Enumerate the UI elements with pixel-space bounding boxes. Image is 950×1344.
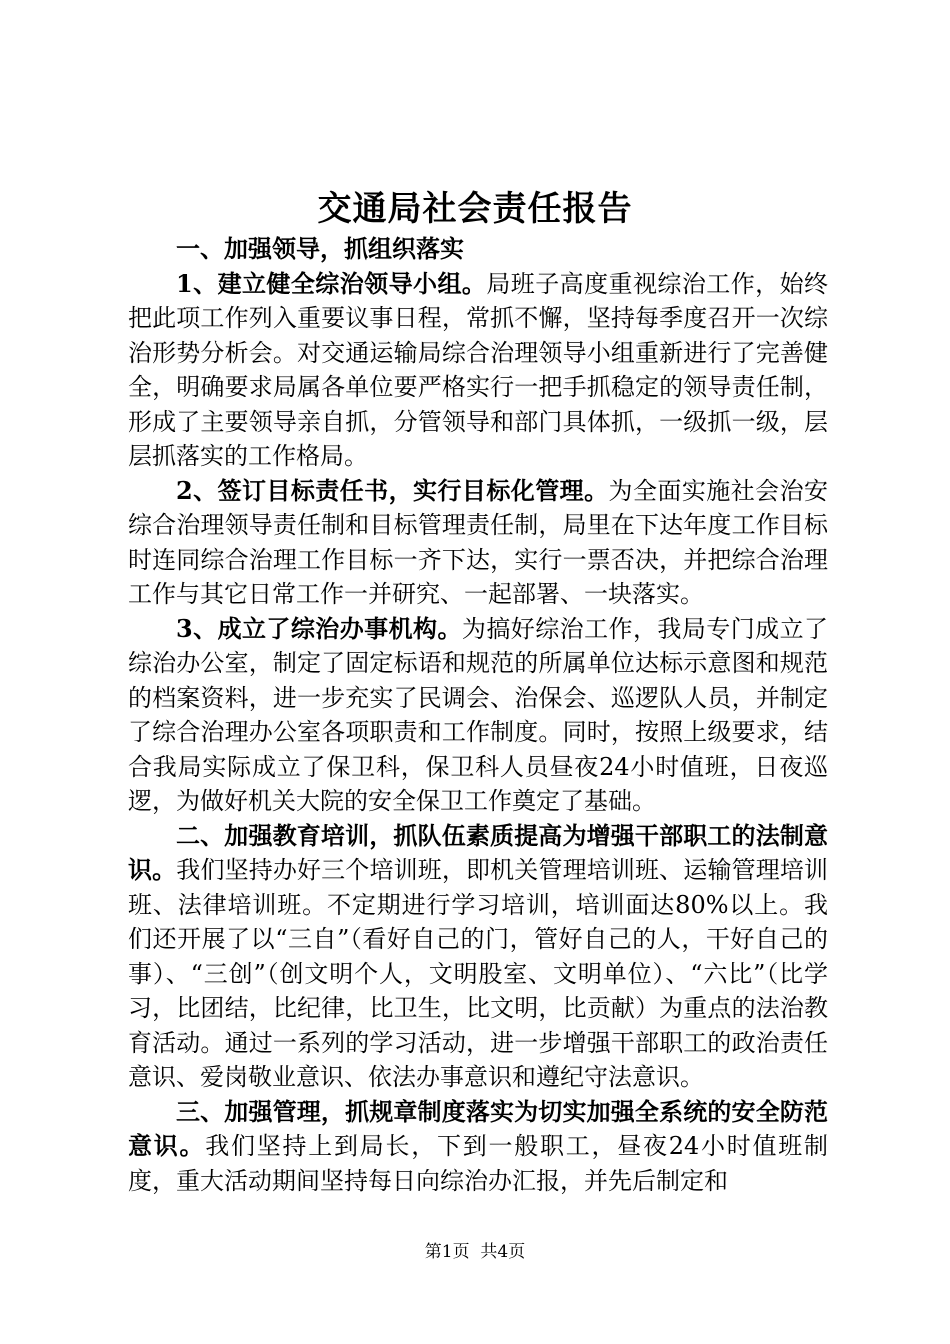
section-heading: 三、加强管理，抓规章制度落实为切实加强全系统的安全防范意识。 <box>128 1096 828 1160</box>
paragraph-text: 为搞好综治工作，我局专门成立了综治办公室，制定了固定标语和规范的所属单位达标示意图和规范的档案资料，进一步充实了民调会、治保会、巡逻队人员，并制定了综合治理办公室各项职责和工作制度。同时，按照上级要求，结合我局实际成立了保卫科，保卫科人员昼夜24小时值班，日夜巡逻，为做好机关大院的安全保卫工作奠定了基础。 <box>128 614 829 815</box>
section-heading: 二、加强教育培训，抓队伍素质提高为增强干部职工的法制意识。 <box>128 820 828 884</box>
document-title: 交通局社会责任报告 <box>317 189 633 229</box>
paragraph-lead: 2、签订目标责任书，实行目标化管理。 <box>176 475 609 505</box>
paragraph <box>128 612 828 819</box>
page-footer <box>0 1240 950 1264</box>
paragraph-text: 为全面实施社会治安综合治理领导责任制和目标管理责任制，局里在下达年度工作目标时连同综合治理工作目标一齐下达，实行一票否决，并把综合治理工作与其它日常工作一并研究、一起部署、一块落实。 <box>128 476 829 608</box>
paragraph <box>128 474 828 612</box>
paragraph-text: 我们坚持办好三个培训班，即机关管理培训班、运输管理培训班、法律培训班。不定期进行学习培训，培训面达80%以上。我们还开展了以“三自”（看好自己的门，管好自己的人，干好自己的事）、“三创”（创文明个人，文明股室、文明单位）、“六比”（比学习，比团结，比纪律，比卫生，比文明，比贡献）为重点的法治教育活动。通过一系列的学习活动，进一步增强干部职工的政治责任意识、爱岗敬业意识、依法办事意识和遵纪守法意识。 <box>128 856 829 1091</box>
paragraph-lead: 1、建立健全综治领导小组。 <box>176 268 487 298</box>
section-heading: 一、加强领导，抓组织落实 <box>176 234 464 263</box>
page-number: 第1页 共4页 <box>424 1242 526 1262</box>
paragraph-lead: 3、成立了综治办事机构。 <box>176 613 462 643</box>
paragraph-text: 我们坚持上到局长，下到一般职工，昼夜24小时值班制度，重大活动期间坚持每日向综治办汇报，并先后制定和 <box>128 1132 828 1195</box>
paragraph <box>128 267 828 474</box>
paragraph <box>128 1095 828 1199</box>
document-body <box>128 232 828 1198</box>
paragraph <box>128 819 828 1095</box>
paragraph-text: 局班子高度重视综治工作，始终把此项工作列入重要议事日程，常抓不懈，坚持每季度召开一次综治形势分析会。对交通运输局综合治理领导小组重新进行了完善健全，明确要求局属各单位要严格实行一把手抓稳定的领导责任制，形成了主要领导亲自抓，分管领导和部门具体抓，一级抓一级，层层抓落实的工作格局。 <box>128 269 829 470</box>
